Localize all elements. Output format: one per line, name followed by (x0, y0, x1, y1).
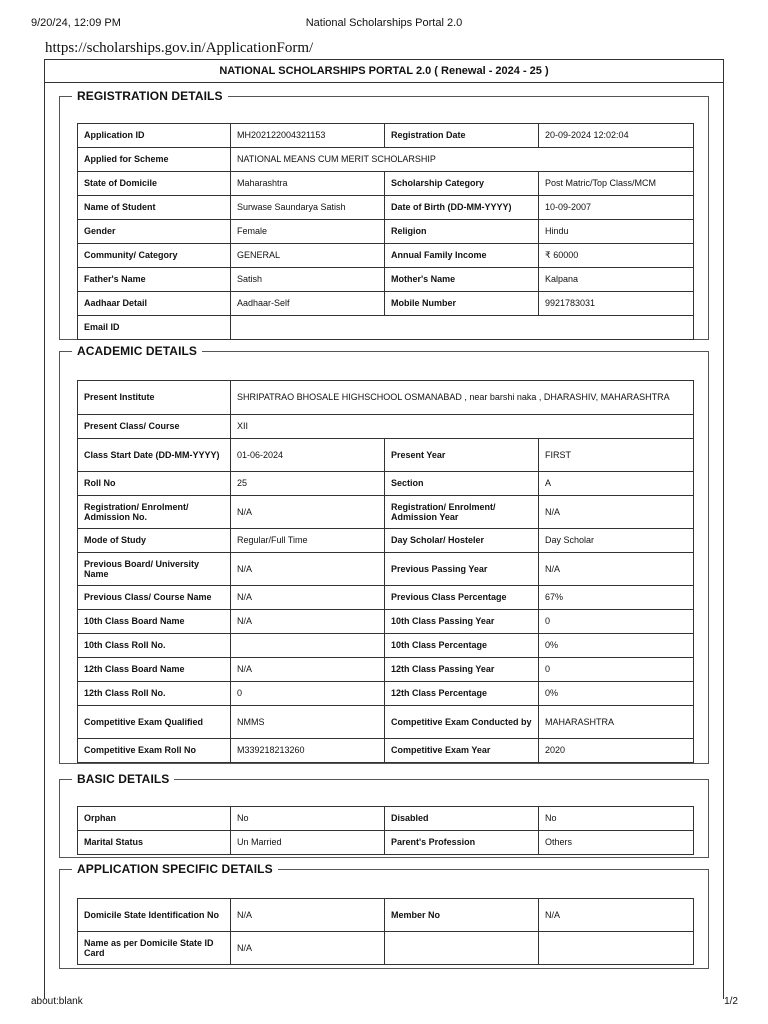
tenth-passing-year-value: 0 (539, 610, 694, 634)
field-label: Father's Name (78, 268, 231, 292)
aadhaar-value: Aadhaar-Self (231, 292, 385, 316)
present-year-value: FIRST (539, 439, 694, 472)
academic-table (77, 380, 694, 763)
field-label: Aadhaar Detail (78, 292, 231, 316)
field-label: 12th Class Roll No. (78, 682, 231, 706)
field-label: Competitive Exam Roll No (78, 739, 231, 763)
field-label: Disabled (385, 807, 539, 831)
registration-details-heading: REGISTRATION DETAILS (77, 89, 223, 103)
field-label: Religion (385, 220, 539, 244)
field-label: 10th Class Roll No. (78, 634, 231, 658)
mother-name-value: Kalpana (539, 268, 694, 292)
member-no-value: N/A (539, 899, 694, 932)
field-label: Parent's Profession (385, 831, 539, 855)
academic-details-heading: ACADEMIC DETAILS (77, 344, 198, 358)
table-row (78, 586, 694, 610)
field-label: Present Class/ Course (78, 415, 231, 439)
field-label: Mother's Name (385, 268, 539, 292)
mobile-value: 9921783031 (539, 292, 694, 316)
basic-details-section (59, 772, 709, 858)
table-row (78, 610, 694, 634)
table-row (78, 739, 694, 763)
table-row (78, 932, 694, 965)
empty-cell (539, 932, 694, 965)
field-label: Registration/ Enrolment/ Admission Year (385, 496, 539, 529)
exam-roll-value: M339218213260 (231, 739, 385, 763)
student-name-value: Surwase Saundarya Satish (231, 196, 385, 220)
dob-value: 10-09-2007 (539, 196, 694, 220)
gender-value: Female (231, 220, 385, 244)
field-label: Previous Class/ Course Name (78, 586, 231, 610)
table-row (78, 415, 694, 439)
table-row (78, 316, 694, 340)
tenth-percentage-value: 0% (539, 634, 694, 658)
table-row (78, 172, 694, 196)
page-url: https://scholarships.gov.in/ApplicationForm/ (45, 40, 314, 56)
table-row (78, 124, 694, 148)
id-card-name-value: N/A (231, 932, 385, 965)
field-label: 12th Class Passing Year (385, 658, 539, 682)
field-label: Gender (78, 220, 231, 244)
field-label: Class Start Date (DD-MM-YYYY) (78, 439, 231, 472)
table-row (78, 682, 694, 706)
marital-status-value: Un Married (231, 831, 385, 855)
field-label: Applied for Scheme (78, 148, 231, 172)
exam-qualified-value: NMMS (231, 706, 385, 739)
registration-date-value: 20-09-2024 12:02:04 (539, 124, 694, 148)
twelfth-roll-value: 0 (231, 682, 385, 706)
table-row (78, 292, 694, 316)
field-label: 10th Class Board Name (78, 610, 231, 634)
table-row (78, 439, 694, 472)
field-label: Section (385, 472, 539, 496)
field-label: Competitive Exam Year (385, 739, 539, 763)
field-label: Mobile Number (385, 292, 539, 316)
application-specific-heading: APPLICATION SPECIFIC DETAILS (77, 862, 273, 876)
table-row (78, 220, 694, 244)
tenth-board-value: N/A (231, 610, 385, 634)
orphan-value: No (231, 807, 385, 831)
prev-percentage-value: 67% (539, 586, 694, 610)
field-label: Email ID (78, 316, 231, 340)
empty-cell (385, 932, 539, 965)
academic-details-section (59, 344, 709, 764)
table-row (78, 148, 694, 172)
twelfth-board-value: N/A (231, 658, 385, 682)
prev-board-value: N/A (231, 553, 385, 586)
table-row (78, 472, 694, 496)
table-row (78, 196, 694, 220)
table-row (78, 899, 694, 932)
field-label: Name as per Domicile State ID Card (78, 932, 231, 965)
field-label: State of Domicile (78, 172, 231, 196)
religion-value: Hindu (539, 220, 694, 244)
institute-value: SHRIPATRAO BHOSALE HIGHSCHOOL OSMANABAD , near barshi naka , DHARASHIV, MAHARASHTRA (231, 381, 694, 415)
field-label: Previous Passing Year (385, 553, 539, 586)
field-label: Annual Family Income (385, 244, 539, 268)
class-start-value: 01-06-2024 (231, 439, 385, 472)
print-footer-url: about:blank (31, 996, 83, 1007)
prev-passing-year-value: N/A (539, 553, 694, 586)
twelfth-percentage-value: 0% (539, 682, 694, 706)
category-value: Post Matric/Top Class/MCM (539, 172, 694, 196)
tenth-roll-value (231, 634, 385, 658)
field-label: 12th Class Percentage (385, 682, 539, 706)
mode-value: Regular/Full Time (231, 529, 385, 553)
field-label: Previous Board/ University Name (78, 553, 231, 586)
field-label: Competitive Exam Qualified (78, 706, 231, 739)
table-row (78, 634, 694, 658)
basic-table (77, 806, 694, 855)
table-row (78, 244, 694, 268)
domicile-value: Maharashtra (231, 172, 385, 196)
father-name-value: Satish (231, 268, 385, 292)
field-label: 10th Class Percentage (385, 634, 539, 658)
exam-year-value: 2020 (539, 739, 694, 763)
field-label: 10th Class Passing Year (385, 610, 539, 634)
application-specific-section (59, 862, 709, 969)
field-label: Community/ Category (78, 244, 231, 268)
roll-value: 25 (231, 472, 385, 496)
scholar-value: Day Scholar (539, 529, 694, 553)
table-row (78, 529, 694, 553)
class-value: XII (231, 415, 694, 439)
email-value (231, 316, 694, 340)
income-value: ₹ 60000 (539, 244, 694, 268)
table-row (78, 553, 694, 586)
domicile-id-value: N/A (231, 899, 385, 932)
registration-year-value: N/A (539, 496, 694, 529)
table-row (78, 268, 694, 292)
form-title: NATIONAL SCHOLARSHIPS PORTAL 2.0 ( Renewal - 2024 - 25 ) (45, 60, 723, 83)
table-row (78, 658, 694, 682)
field-label: Name of Student (78, 196, 231, 220)
field-label: Marital Status (78, 831, 231, 855)
field-label: Day Scholar/ Hosteler (385, 529, 539, 553)
application-id-value: MH202122004321153 (231, 124, 385, 148)
table-row (78, 496, 694, 529)
parent-profession-value: Others (539, 831, 694, 855)
field-label: Registration Date (385, 124, 539, 148)
field-label: Previous Class Percentage (385, 586, 539, 610)
table-row (78, 706, 694, 739)
application-specific-table (77, 898, 694, 965)
registration-no-value: N/A (231, 496, 385, 529)
table-row (78, 807, 694, 831)
field-label: Present Institute (78, 381, 231, 415)
field-label: Registration/ Enrolment/ Admission No. (78, 496, 231, 529)
section-value: A (539, 472, 694, 496)
table-row (78, 381, 694, 415)
print-page-title: National Scholarships Portal 2.0 (305, 17, 463, 29)
field-label: Member No (385, 899, 539, 932)
basic-details-heading: BASIC DETAILS (77, 772, 170, 786)
field-label: Roll No (78, 472, 231, 496)
scheme-value: NATIONAL MEANS CUM MERIT SCHOLARSHIP (231, 148, 694, 172)
page-number: 1/2 (724, 996, 738, 1007)
exam-conducted-value: MAHARASHTRA (539, 706, 694, 739)
print-datetime: 9/20/24, 12:09 PM (31, 17, 121, 29)
field-label: Orphan (78, 807, 231, 831)
field-label: Mode of Study (78, 529, 231, 553)
community-value: GENERAL (231, 244, 385, 268)
field-label: Scholarship Category (385, 172, 539, 196)
table-row (78, 831, 694, 855)
field-label: Application ID (78, 124, 231, 148)
registration-details-section (59, 89, 709, 340)
field-label: Date of Birth (DD-MM-YYYY) (385, 196, 539, 220)
field-label: Present Year (385, 439, 539, 472)
field-label: Domicile State Identification No (78, 899, 231, 932)
registration-table (77, 123, 694, 340)
field-label: 12th Class Board Name (78, 658, 231, 682)
disabled-value: No (539, 807, 694, 831)
field-label: Competitive Exam Conducted by (385, 706, 539, 739)
prev-class-value: N/A (231, 586, 385, 610)
twelfth-passing-year-value: 0 (539, 658, 694, 682)
